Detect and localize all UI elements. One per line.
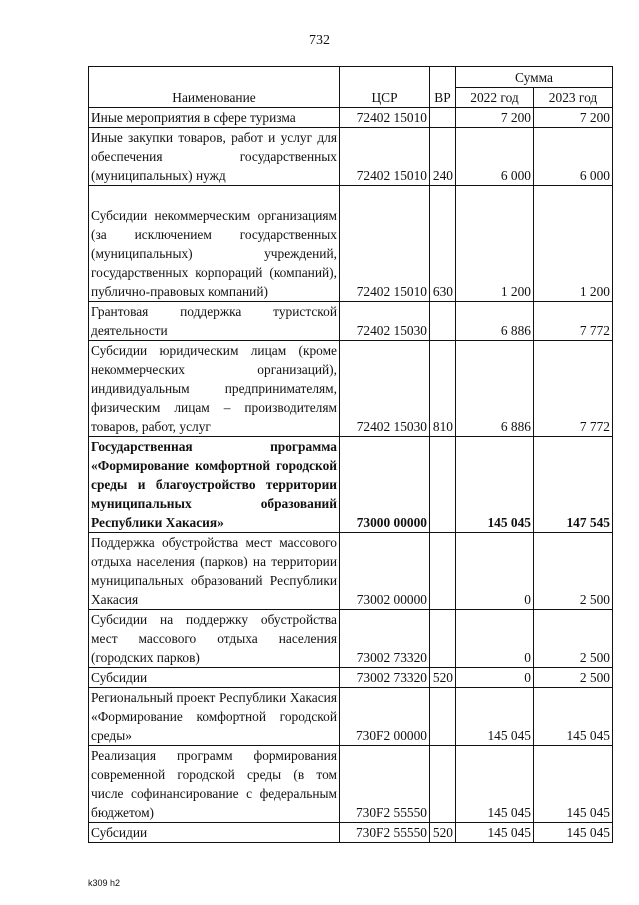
row-csr-cell: 73002 73320 <box>340 668 430 688</box>
row-amount-2023-cell: 2 500 <box>534 533 613 610</box>
row-amount-2023-cell: 7 772 <box>534 302 613 341</box>
row-name-cell: Субсидии <box>89 823 340 843</box>
row-amount-2022-cell: 7 200 <box>456 108 534 128</box>
header-vr: ВР <box>430 67 456 108</box>
row-amount-2022-cell: 145 045 <box>456 437 534 533</box>
header-year-2022: 2022 год <box>456 88 534 108</box>
page-number: 732 <box>309 33 330 48</box>
row-amount-2023-cell: 7 772 <box>534 341 613 437</box>
row-amount-2022-cell: 0 <box>456 668 534 688</box>
row-name-cell: Грантовая поддержка туристской деятельности <box>89 302 340 341</box>
row-csr-cell: 72402 15030 <box>340 341 430 437</box>
row-name-cell: Субсидии на поддержку обустройства мест массового отдыха населения (городских парков) <box>89 610 340 668</box>
table-row <box>89 341 613 437</box>
row-vr-cell <box>430 688 456 746</box>
header-sum: Сумма <box>456 67 613 88</box>
row-name-cell: Субсидии юридическим лицам (кроме некоммерческих организаций), индивидуальным предпринимателям, физическим лицам – производителям товаров, работ, услуг <box>89 341 340 437</box>
row-name-cell: Субсидии <box>89 668 340 688</box>
row-vr-cell <box>430 610 456 668</box>
row-name-cell: Иные мероприятия в сфере туризма <box>89 108 340 128</box>
row-vr-cell: 520 <box>430 668 456 688</box>
row-name-cell: Государственная программа «Формирование комфортной городской среды и благоустройство территории муниципальных образований Республики Хакасия» <box>89 437 340 533</box>
table-row <box>89 746 613 823</box>
row-name-cell: Региональный проект Республики Хакасия «Формирование комфортной городской среды» <box>89 688 340 746</box>
row-csr-cell: 73002 00000 <box>340 533 430 610</box>
table-row <box>89 108 613 128</box>
table-body <box>89 108 613 843</box>
table-row <box>89 610 613 668</box>
row-csr-cell: 730F2 00000 <box>340 688 430 746</box>
row-vr-cell <box>430 746 456 823</box>
row-name-cell: Поддержка обустройства мест массового отдыха населения (парков) на территории муниципальных образований Республики Хакасия <box>89 533 340 610</box>
row-vr-cell: 240 <box>430 128 456 186</box>
row-vr-cell <box>430 533 456 610</box>
row-vr-cell <box>430 437 456 533</box>
row-amount-2022-cell: 6 886 <box>456 302 534 341</box>
row-csr-cell: 73002 73320 <box>340 610 430 668</box>
row-amount-2022-cell: 0 <box>456 533 534 610</box>
table-row <box>89 302 613 341</box>
row-amount-2023-cell: 2 500 <box>534 668 613 688</box>
row-amount-2023-cell: 145 045 <box>534 688 613 746</box>
row-amount-2022-cell: 1 200 <box>456 186 534 302</box>
row-amount-2022-cell: 6 000 <box>456 128 534 186</box>
header-year-2023: 2023 год <box>534 88 613 108</box>
table-row <box>89 128 613 186</box>
row-amount-2023-cell: 2 500 <box>534 610 613 668</box>
row-csr-cell: 72402 15010 <box>340 186 430 302</box>
row-name-cell: Реализация программ формирования современной городской среды (в том числе софинансирование с федеральным бюджетом) <box>89 746 340 823</box>
row-vr-cell: 810 <box>430 341 456 437</box>
row-csr-cell: 72402 15030 <box>340 302 430 341</box>
row-csr-cell: 730F2 55550 <box>340 746 430 823</box>
row-amount-2022-cell: 6 886 <box>456 341 534 437</box>
footer-code: k309 h2 <box>88 878 121 888</box>
table-row <box>89 823 613 843</box>
table-row <box>89 186 613 302</box>
row-amount-2023-cell: 1 200 <box>534 186 613 302</box>
budget-table <box>88 66 613 843</box>
row-amount-2023-cell: 145 045 <box>534 823 613 843</box>
header-csr: ЦСР <box>340 67 430 108</box>
row-csr-cell: 73000 00000 <box>340 437 430 533</box>
table-row <box>89 668 613 688</box>
row-vr-cell: 630 <box>430 186 456 302</box>
table-row <box>89 688 613 746</box>
row-amount-2023-cell: 145 045 <box>534 746 613 823</box>
row-vr-cell: 520 <box>430 823 456 843</box>
row-amount-2022-cell: 145 045 <box>456 746 534 823</box>
row-vr-cell <box>430 302 456 341</box>
row-name-cell: Субсидии некоммерческим организациям (за исключением государственных (муниципальных) учреждений, государственных корпораций (компаний), публично-правовых компаний) <box>89 186 340 302</box>
row-name-cell: Иные закупки товаров, работ и услуг для обеспечения государственных (муниципальных) нужд <box>89 128 340 186</box>
row-csr-cell: 72402 15010 <box>340 128 430 186</box>
row-amount-2022-cell: 145 045 <box>456 823 534 843</box>
row-amount-2023-cell: 147 545 <box>534 437 613 533</box>
table-row <box>89 437 613 533</box>
row-amount-2022-cell: 145 045 <box>456 688 534 746</box>
row-vr-cell <box>430 108 456 128</box>
row-amount-2023-cell: 6 000 <box>534 128 613 186</box>
row-amount-2023-cell: 7 200 <box>534 108 613 128</box>
row-csr-cell: 730F2 55550 <box>340 823 430 843</box>
row-csr-cell: 72402 15010 <box>340 108 430 128</box>
table-row <box>89 533 613 610</box>
row-amount-2022-cell: 0 <box>456 610 534 668</box>
header-name: Наименование <box>89 67 340 108</box>
